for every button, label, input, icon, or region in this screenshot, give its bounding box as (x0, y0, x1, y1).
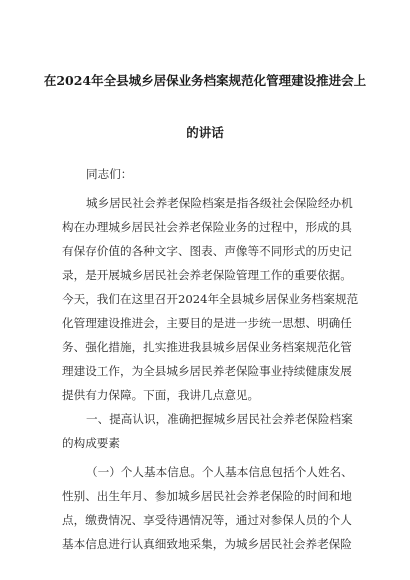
greeting: 同志们： (86, 167, 133, 181)
paragraph-line: 构在办理城乡居民社会养老保险业务的过程中，形成的具 (62, 220, 352, 234)
paragraph-line: 化管理建设推进会，主要目的是进一步统一思想、明确任 (62, 316, 352, 330)
paragraph-line: 有保存价值的各种文字、图表、声像等不同形式的历史记 (62, 244, 352, 258)
paragraph-line: 今天，我们在这里召开2024年全县城乡居保业务档案规范 (62, 292, 359, 306)
paragraph-line: 理建设工作，为全县城乡居民养老保险事业持续健康发展 (62, 364, 352, 378)
paragraph-line: 基本信息进行认真细致地采集，为城乡居民社会养老保险 (62, 537, 352, 551)
section-heading: 一、提高认识，准确把握城乡居民社会养老保险档案 (86, 412, 353, 426)
paragraph-line: 录，是开展城乡居民社会养老保险管理工作的重要依据。 (62, 268, 352, 282)
paragraph-line: 点，缴费情况、享受待遇情况等，通过对参保人员的个人 (62, 513, 352, 527)
paragraph-line: 性别、出生年月、参加城乡居民社会养老保险的时间和地 (62, 489, 352, 503)
document-title: 在2024年全县城乡居保业务档案规范化管理建设推进会上 (43, 73, 367, 88)
paragraph-line: 提供有力保障。下面，我讲几点意见。 (62, 388, 260, 402)
document-title-continued: 的讲话 (186, 125, 224, 140)
paragraph-line: （一）个人基本信息。个人基本信息包括个人姓名、 (86, 465, 353, 479)
paragraph-line: 务、强化措施，扎实推进我县城乡居保业务档案规范化管 (62, 340, 352, 354)
paragraph-line: 城乡居民社会养老保险档案是指各级社会保险经办机 (86, 196, 353, 210)
section-heading-continued: 的构成要素 (62, 436, 120, 450)
